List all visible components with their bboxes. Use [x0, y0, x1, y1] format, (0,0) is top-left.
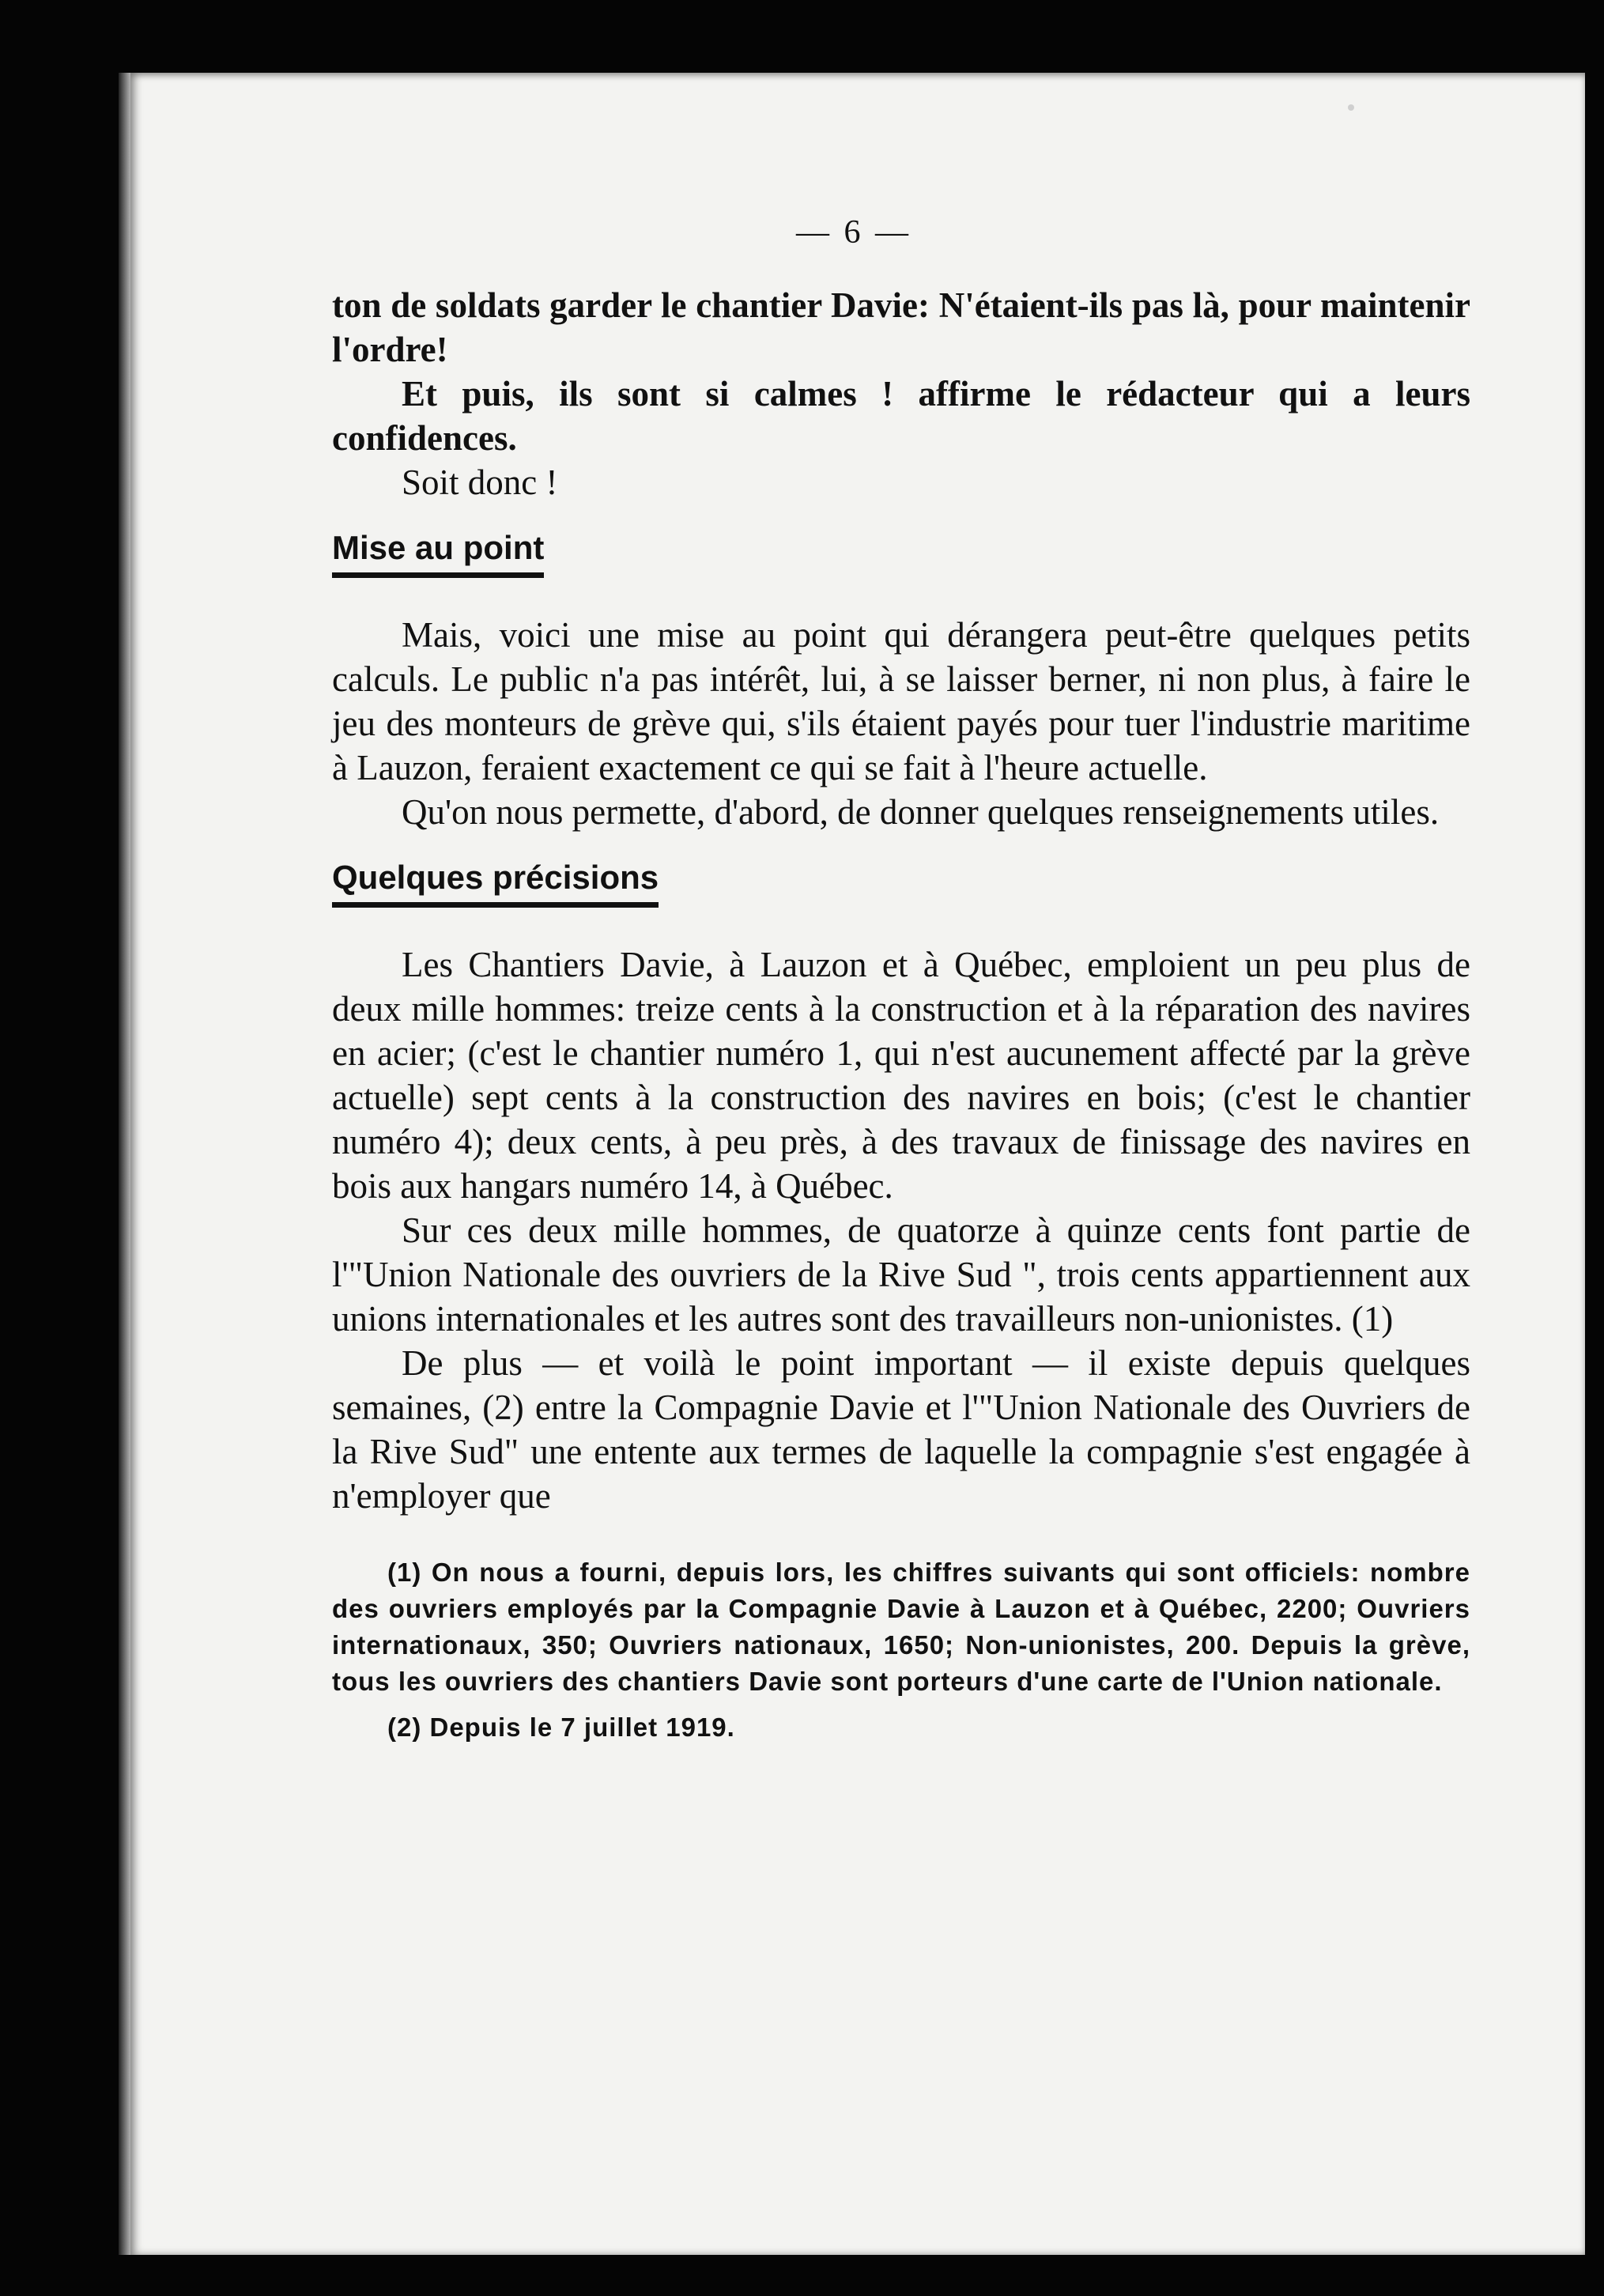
- section-heading: Quelques précisions: [332, 858, 659, 908]
- scan-speck: [1348, 104, 1354, 111]
- page-edge: [119, 73, 131, 2255]
- page-content: [332, 213, 1470, 1746]
- footnote: (2) Depuis le 7 juillet 1919.: [387, 1713, 735, 1742]
- paragraph: Mais, voici une mise au point qui dérangera peut-être quelques petits calculs. Le public n'a pas intérêt, lui, à se laisser berner, ni non plus, à faire le jeu des monteurs de grève qui, s'ils étaient payés pour tuer l'industrie maritime à Lauzon, feraient exactement ce qui se fait à l'heure actuelle.: [332, 615, 1470, 787]
- paragraph: Sur ces deux mille hommes, de quatorze à quinze cents font partie de l'"Union Nationale des ouvriers de la Rive Sud ", trois cents appartiennent aux unions internationales et les autres sont des travailleurs non-unionistes. (1): [332, 1210, 1470, 1339]
- section-heading: Mise au point: [332, 528, 544, 578]
- paragraph: ton de soldats garder le chantier Davie: N'étaient-ils pas là, pour maintenir l'ordre!: [332, 285, 1470, 369]
- footnotes: [332, 1554, 1470, 1746]
- paragraph: Et puis, ils sont si calmes ! affirme le rédacteur qui a leurs confidences.: [332, 374, 1470, 458]
- footnote: (1) On nous a fourni, depuis lors, les chiffres suivants qui sont officiels: nombre des ouvriers employés par la Compagnie Davie à Lauzon et à Québec, 2200; Ouvriers internationaux, 350; Ouvriers nationaux, 1650; Non-unionistes, 200. Depuis la grève, tous les ouvriers des chantiers Davie sont porteurs d'une carte de l'Union nationale.: [332, 1558, 1470, 1696]
- paragraph: Les Chantiers Davie, à Lauzon et à Québec, emploient un peu plus de deux mille hommes: treize cents à la construction et à la réparation des navires en acier; (c'est le chantier numéro 1, qui n'est aucunement affecté par la grève actuelle) sept cents à la construction des navires en bois; (c'est le chantier numéro 4); deux cents, à peu près, à des travaux de finissage des navires en bois aux hangars numéro 14, à Québec.: [332, 945, 1470, 1206]
- paragraph: Soit donc !: [402, 463, 558, 502]
- page-number: — 6 —: [796, 214, 911, 251]
- paragraph: De plus — et voilà le point important — il existe depuis quelques semaines, (2) entre la Compagnie Davie et l'"Union Nationale des Ouvriers de la Rive Sud" une entente aux termes de laquelle la compagnie s'est engagée à n'employer que: [332, 1343, 1470, 1516]
- paragraph: Qu'on nous permette, d'abord, de donner quelques renseignements utiles.: [402, 792, 1440, 832]
